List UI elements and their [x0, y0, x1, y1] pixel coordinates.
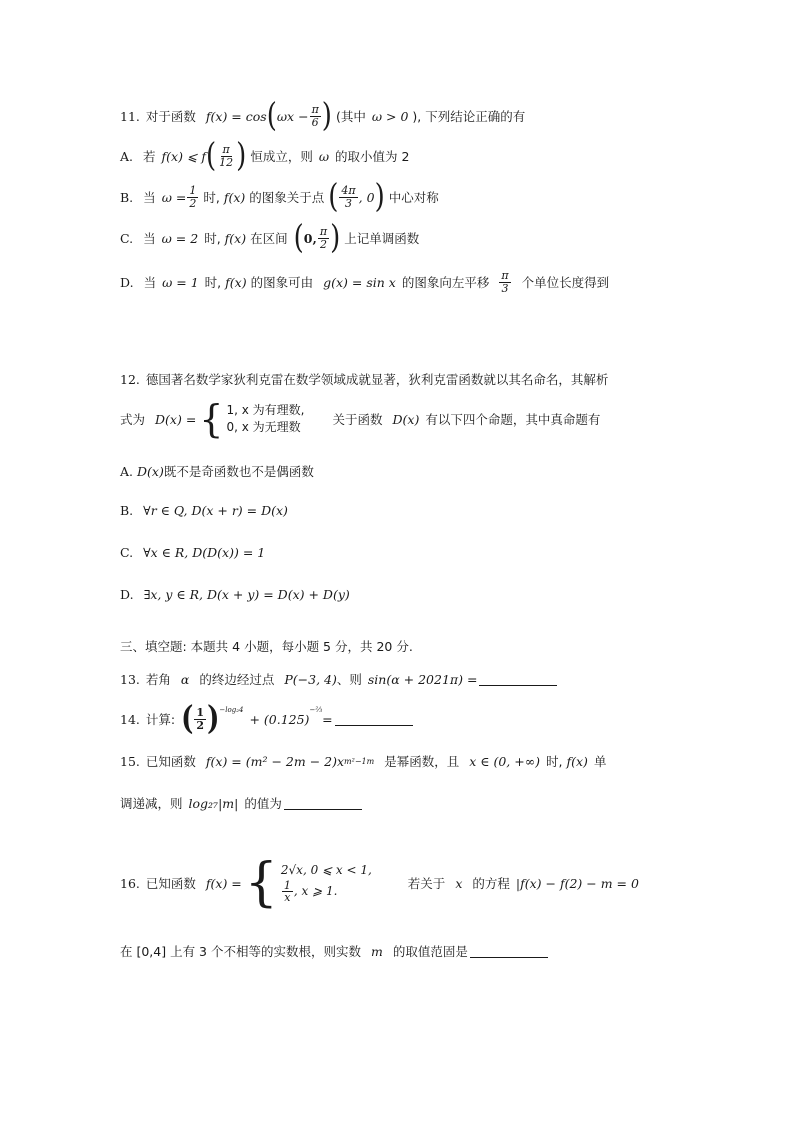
right-paren: ): [236, 137, 247, 175]
option-text: 的取小值为 2: [335, 149, 410, 164]
left-paren: (: [206, 137, 217, 175]
q12-text: 关于函数: [332, 412, 383, 427]
q12-text: 德国著名数学家狄利克雷在数学领域成就显著，狄利克雷函数就以其名命名，其解析: [145, 372, 609, 387]
q13-number: 13.: [120, 671, 140, 687]
q15-number: 15.: [120, 753, 140, 769]
q14-number: 14.: [120, 711, 140, 727]
q12-stem-line1: [120, 370, 608, 388]
section-heading: 三、填空题: 本题共 4 小题，每小题 5 分，共 20 分.: [120, 639, 413, 654]
right-paren: ): [321, 97, 332, 135]
option-math: f(x) ⩽ f: [161, 148, 207, 164]
q16-equation: |f(x) − f(2) − m = 0: [515, 875, 639, 891]
q13-text: 若角: [145, 672, 171, 687]
option-math: f(x): [225, 274, 247, 290]
frac-num: 1: [283, 878, 291, 892]
option-text: 个单位长度得到: [521, 275, 610, 291]
point-p: P(−3, 4): [284, 671, 337, 687]
omega: ω =: [161, 189, 187, 205]
option-text: 若: [143, 149, 156, 164]
one-half: [187, 185, 198, 209]
q12-text: 式为: [120, 412, 146, 427]
pi-over-twelve: [217, 144, 235, 168]
q14-expression: + (0.125): [249, 711, 310, 727]
frac-num: 1: [189, 183, 197, 197]
option-text: 上记单调函数: [344, 231, 420, 246]
q16-text: 的方程: [472, 876, 510, 891]
frac-den: 3: [501, 281, 509, 295]
option-text: 当: [143, 231, 156, 246]
frac-num: π: [501, 269, 509, 282]
q11-condition: ω > 0: [371, 108, 409, 124]
exponent: m²−1m: [344, 756, 375, 766]
q16-function: f(x) =: [205, 875, 242, 891]
frac-num: π: [319, 224, 328, 238]
q11-text: (其中: [335, 109, 366, 124]
q11-option-c: [120, 219, 420, 257]
variable-x: x: [455, 875, 463, 891]
q15-line2: [120, 794, 362, 812]
option-math: ∀x ∈ R, D(D(x)) = 1: [143, 545, 266, 560]
q13-expression: sin(α + 2021π) =: [367, 671, 478, 687]
option-text: 时,: [204, 275, 222, 291]
q12-text: 有以下四个命题，其中真命题有: [425, 412, 601, 427]
answer-blank[interactable]: [470, 945, 548, 958]
q15-text: 时,: [546, 754, 563, 769]
omega: ω = 1: [162, 274, 199, 290]
q11-option-a: [120, 137, 410, 175]
q13: [120, 670, 557, 688]
option-math: 0,: [303, 230, 317, 246]
option-text: 时,: [204, 231, 221, 246]
pi-over-two: [318, 226, 329, 250]
option-math: f(x): [224, 230, 247, 246]
option-math: ∃x, y ∈ R, D(x + y) = D(x) + D(y): [143, 587, 350, 602]
left-brace: {: [244, 853, 278, 913]
frac-den: x: [284, 891, 291, 905]
option-label: B.: [120, 503, 134, 518]
option-label: C.: [120, 545, 134, 560]
q15-function: f(x) = (m² − 2m − 2)x: [205, 753, 345, 769]
option-text: 在区间: [250, 231, 288, 246]
q15-math: f(x): [566, 753, 588, 769]
option-text: 恒成立，则: [250, 149, 313, 164]
option-label: A.: [120, 148, 134, 164]
option-text: 当: [143, 190, 156, 205]
frac-num: π: [311, 102, 319, 116]
frac-den: 2: [196, 718, 205, 732]
q15-text: 调递减，则: [120, 796, 183, 811]
left-paren: (: [266, 97, 277, 135]
frac-den: 3: [345, 196, 353, 210]
right-paren: ): [330, 219, 341, 257]
option-text: 时,: [203, 190, 220, 205]
alpha: α: [180, 671, 190, 687]
case-sqrt: 2√x, 0 ⩽ x < 1,: [280, 863, 372, 878]
q14-text: 计算:: [145, 712, 176, 727]
case-irrational: 0, x 为无理数: [226, 420, 301, 434]
q15-text: 的值为: [244, 796, 282, 811]
right-paren: ): [374, 178, 385, 216]
option-math: ∀r ∈ Q, D(x + r) = D(x): [143, 503, 288, 518]
omega: ω = 2: [161, 230, 199, 246]
omega: ω: [318, 148, 330, 164]
option-label: A.: [120, 463, 134, 479]
q11-number: 11.: [120, 108, 140, 124]
option-math: D(x): [137, 463, 164, 479]
q11-stem: [120, 97, 526, 135]
option-label: B.: [120, 189, 134, 205]
frac-den: 2: [189, 196, 197, 210]
case-reciprocal-cond: , x ⩾ 1.: [293, 883, 338, 898]
q16-line1: [120, 853, 639, 913]
q16-text: 已知函数: [145, 876, 196, 891]
equals: =: [322, 711, 333, 727]
q16-text: 在 [0,4] 上有 3 个不相等的实数根，则实数: [120, 944, 361, 959]
q13-text: 、则: [336, 672, 362, 687]
q11-text: ), 下列结论正确的有: [412, 109, 526, 124]
option-text: 的图象可由: [250, 275, 314, 291]
case-rational: 1, x 为有理数,: [226, 402, 305, 417]
dirichlet-function: D(x): [392, 411, 420, 427]
option-label: D.: [120, 274, 134, 290]
option-text: 当: [143, 275, 157, 291]
answer-blank[interactable]: [284, 797, 362, 810]
q15-line1: [120, 752, 606, 770]
q11-option-b: [120, 178, 439, 216]
left-paren: (: [328, 178, 339, 216]
option-label: C.: [120, 230, 134, 246]
dirichlet-function: D(x) =: [155, 411, 197, 427]
q14: [120, 700, 413, 738]
q13-text: 的终边经过点: [199, 672, 275, 687]
option-math: g(x) = sin x: [323, 274, 396, 290]
q12-option-a: [120, 462, 314, 480]
piecewise-cases: [226, 402, 304, 437]
variable-m: m: [370, 943, 383, 959]
option-math: f(x): [223, 189, 246, 205]
case-reciprocal: [281, 880, 372, 904]
q12-option-c: [120, 545, 265, 560]
option-math: , 0: [358, 189, 375, 205]
answer-blank[interactable]: [335, 713, 413, 726]
one-half: [194, 707, 206, 731]
option-label: D.: [120, 587, 134, 602]
q15-text: 是幂函数，且: [384, 754, 460, 769]
q16-text: 若关于: [407, 876, 446, 891]
pi-over-six: [310, 104, 321, 128]
q11-function: f(x) = cos: [205, 108, 267, 124]
frac-num: 1: [196, 705, 205, 719]
piecewise-cases: [281, 862, 372, 903]
frac-den: 2: [319, 237, 327, 251]
q15-text: 已知函数: [145, 754, 196, 769]
frac-num: 4π: [341, 183, 356, 197]
pi-over-three: [499, 270, 510, 294]
q11-inner: ωx −: [276, 108, 309, 124]
q16-text: 的取值范固是: [392, 944, 468, 959]
frac-den: 12: [219, 155, 234, 169]
option-text: 既不是奇函数也不是偶函数: [163, 464, 314, 479]
four-pi-over-three: [339, 185, 357, 209]
q12-stem-line2: [120, 397, 601, 441]
exponent: −log₂4: [219, 706, 244, 714]
q11-text: 对于函数: [145, 109, 196, 124]
left-brace: {: [199, 397, 224, 441]
option-text: 的图象向左平移: [401, 275, 490, 291]
one-over-x: [282, 880, 293, 904]
q16-line2: [120, 942, 548, 960]
frac-num: π: [222, 142, 230, 156]
q12-number: 12.: [120, 371, 140, 387]
answer-blank[interactable]: [479, 673, 557, 686]
q16-number: 16.: [120, 875, 140, 891]
option-text: 中心对称: [388, 190, 439, 205]
left-paren: (: [181, 700, 194, 738]
q15-domain: x ∈ (0, +∞): [469, 753, 541, 769]
q12-option-d: [120, 587, 350, 602]
exponent: −⅔: [309, 706, 323, 714]
frac-den: 6: [311, 115, 319, 129]
left-paren: (: [293, 219, 304, 257]
q11-option-d: [120, 270, 609, 294]
q15-text: 单: [593, 754, 607, 769]
option-text: 的图象关于点: [249, 190, 325, 205]
q12-option-b: [120, 503, 288, 518]
q15-log: log₂₇|m|: [188, 795, 239, 811]
right-paren: ): [207, 700, 220, 738]
